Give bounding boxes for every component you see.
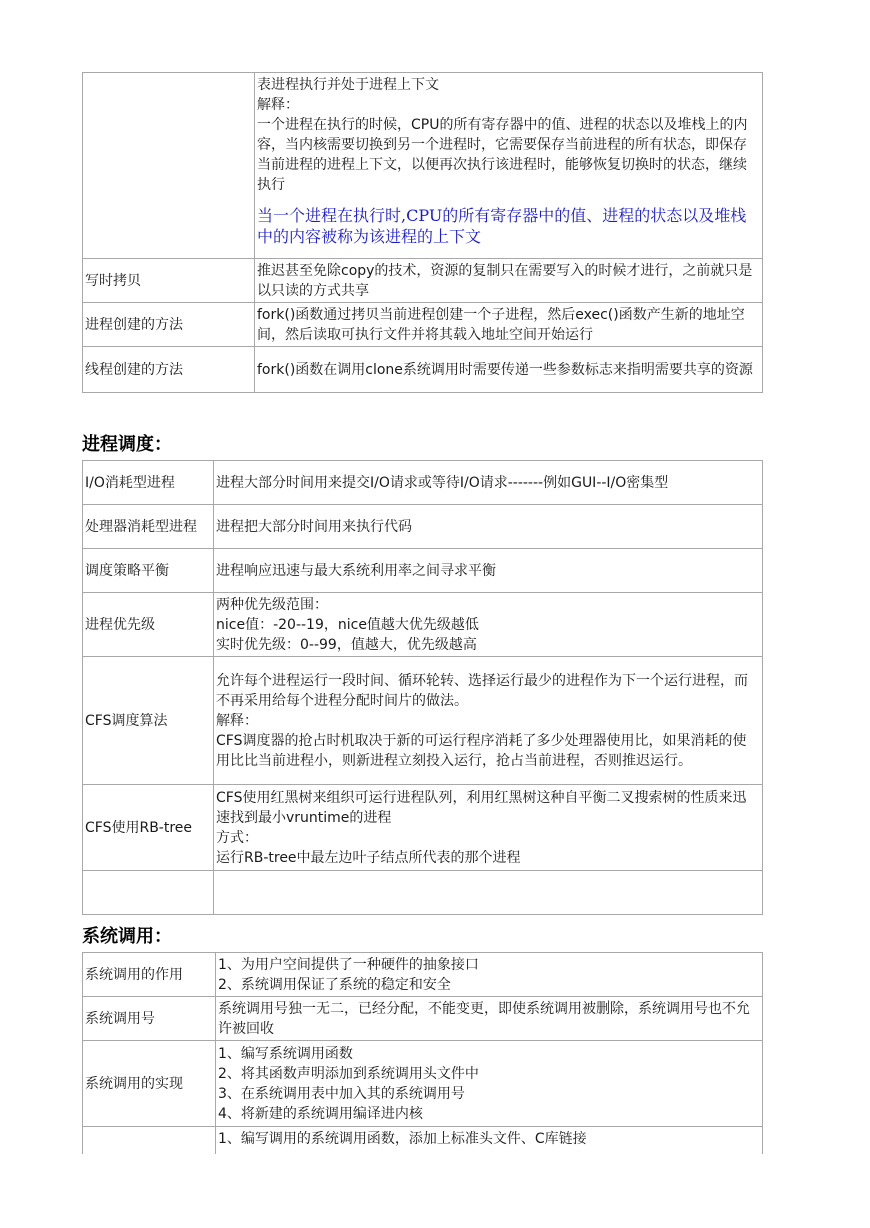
text-line: 进程大部分时间用来提交I/O请求或等待I/O请求-------例如GUI--I/O密集型 — [216, 474, 669, 491]
text-line: 1、编写系统调用函数 — [218, 1045, 353, 1062]
table-row — [83, 785, 763, 871]
table-row — [83, 593, 763, 657]
table-row — [83, 259, 763, 303]
table-row — [83, 871, 763, 915]
table-row — [83, 505, 763, 549]
section-title-syscall: 系统调用： — [82, 926, 172, 947]
row-key-cell: 处理器消耗型进程 — [83, 505, 214, 549]
row-value-cell — [216, 953, 763, 997]
text-line: 表进程执行并处于进程上下文 — [257, 77, 439, 93]
text-line: 实时优先级：0--99，值越大，优先级越高 — [216, 636, 477, 653]
text-line: 一个进程在执行的时候，CPU的所有寄存器中的值、进程的状态以及堆栈上的内容，当内核需要切换到另一个进程时，它需要保存当前进程的所有状态，即保存当前进程的进程上下文，以便再次执行该进程时，能够恢复切换时的状态，继续执行 — [257, 117, 748, 193]
page-bottom-margin — [0, 1154, 870, 1228]
text-line: 推迟甚至免除copy的技术，资源的复制只在需要写入的时候才进行，之前就只是以只读的方式共享 — [257, 262, 753, 299]
text-line: 进程响应迅速与最大系统利用率之间寻求平衡 — [216, 562, 496, 579]
text-line: fork()函数通过拷贝当前进程创建一个子进程，然后exec()函数产生新的地址空间，然后读取可执行文件并将其载入地址空间开始运行 — [257, 306, 745, 343]
text-line: 3、在系统调用表中加入其的系统调用号 — [218, 1085, 465, 1102]
row-value-cell — [214, 505, 763, 549]
table-row — [83, 549, 763, 593]
row-key-cell — [83, 73, 255, 259]
highlight-note: 当一个进程在执行时,CPU的所有寄存器中的值、进程的状态以及堆栈中的内容被称为该进程的上下文 — [257, 206, 747, 246]
row-key-cell: 系统调用号 — [83, 997, 216, 1041]
row-key-cell: 进程创建的方法 — [83, 303, 255, 347]
text-line: 方式： — [216, 829, 258, 846]
row-key-cell: CFS使用RB-tree — [83, 785, 214, 871]
row-value-cell — [214, 461, 763, 505]
row-value-cell — [255, 347, 763, 393]
row-key-cell: 线程创建的方法 — [83, 347, 255, 393]
text-line: fork()函数在调用clone系统调用时需要传递一些参数标志来指明需要共享的资源 — [257, 361, 753, 378]
row-value-cell — [214, 785, 763, 871]
text-line: CFS调度器的抢占时机取决于新的可运行程序消耗了多少处理器使用比，如果消耗的使用比比当前进程小，则新进程立刻投入运行，抢占当前进程，否则推迟运行。 — [216, 732, 747, 769]
row-value-cell — [216, 997, 763, 1041]
row-value-cell — [255, 303, 763, 347]
text-line: 允许每个进程运行一段时间、循环轮转、选择运行最少的进程作为下一个运行进程，而不再采用给每个进程分配时间片的做法。 — [216, 672, 748, 709]
text-line: 解释： — [257, 97, 299, 113]
text-line: 两种优先级范围： — [216, 596, 328, 613]
row-key-cell: CFS调度算法 — [83, 657, 214, 785]
table-row — [83, 997, 763, 1041]
row-value-cell — [214, 593, 763, 657]
text-line: nice值：-20--19，nice值越大优先级越低 — [216, 616, 479, 633]
row-value-cell — [214, 549, 763, 593]
text-line: 2、系统调用保证了系统的稳定和安全 — [218, 976, 451, 993]
row-key-cell: I/O消耗型进程 — [83, 461, 214, 505]
process-table — [82, 72, 763, 393]
text-line: 运行RB-tree中最左边叶子结点所代表的那个进程 — [216, 849, 521, 866]
section-title-scheduling: 进程调度： — [82, 434, 172, 455]
table-row — [83, 657, 763, 785]
row-value-cell — [216, 1041, 763, 1127]
syscall-table — [82, 952, 763, 1171]
row-key-cell: 写时拷贝 — [83, 259, 255, 303]
text-line: 2、将其函数声明添加到系统调用头文件中 — [218, 1065, 479, 1082]
row-key-cell: 系统调用的实现 — [83, 1041, 216, 1127]
text-line: 解释： — [216, 712, 258, 729]
text-line: 进程把大部分时间用来执行代码 — [216, 518, 412, 535]
table-row — [83, 303, 763, 347]
row-value-cell — [214, 871, 763, 915]
text-line: CFS使用红黑树来组织可运行进程队列，利用红黑树这种自平衡二叉搜索树的性质来迅速找到最小vruntime的进程 — [216, 789, 747, 826]
row-value-cell — [214, 657, 763, 785]
scheduling-table — [82, 460, 763, 915]
row-key-cell: 调度策略平衡 — [83, 549, 214, 593]
text-line: 1、为用户空间提供了一种硬件的抽象接口 — [218, 956, 479, 973]
row-key-cell: 系统调用的作用 — [83, 953, 216, 997]
table-row — [83, 1041, 763, 1127]
text-line: 系统调用号独一无二，已经分配，不能变更，即使系统调用被删除，系统调用号也不允许被回收 — [218, 1000, 750, 1037]
table-row — [83, 461, 763, 505]
table-row — [83, 347, 763, 393]
table-row — [83, 953, 763, 997]
table-row — [83, 73, 763, 259]
row-value-cell — [255, 259, 763, 303]
row-key-cell — [83, 871, 214, 915]
text-line: 1、编写调用的系统调用函数，添加上标准头文件、C库链接 — [218, 1131, 587, 1147]
row-value-cell — [255, 73, 763, 259]
row-key-cell: 进程优先级 — [83, 593, 214, 657]
text-line: 4、将新建的系统调用编译进内核 — [218, 1105, 423, 1122]
